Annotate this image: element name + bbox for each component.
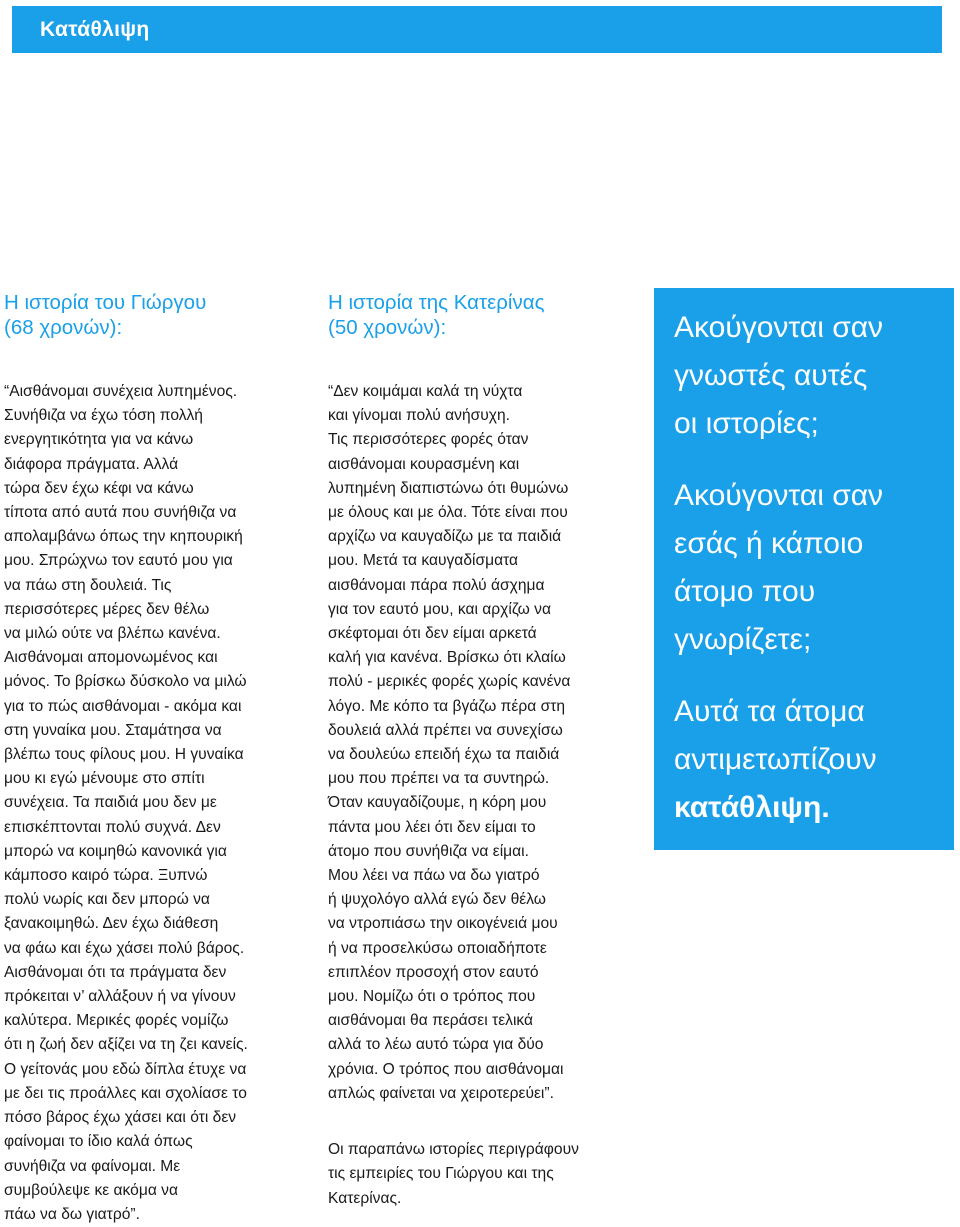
- body-line: μου. Μετά τα καυγαδίσματα: [328, 552, 519, 570]
- body-line: πόσο βάρος έχω χάσει και ότι δεν: [4, 1109, 237, 1127]
- body-line: πολύ - μερικές φορές χωρίς κανένα: [328, 673, 571, 691]
- body-line: με δει τις προάλλες και σχολίασε το: [4, 1084, 247, 1102]
- footnote-line: Κατερίνας.: [328, 1189, 402, 1207]
- body-line: περισσότερες μέρες δεν θέλω: [4, 600, 210, 618]
- story-body: [4, 380, 304, 1227]
- story-body: [328, 380, 638, 1106]
- heading-line: (50 χρονών):: [328, 316, 447, 339]
- body-line: να πάω στη δουλειά. Τις: [4, 576, 172, 594]
- body-line: λυπημένη διαπιστώνω ότι θυμώνω: [328, 479, 569, 497]
- banner-title: Κατάθλιψη: [40, 18, 150, 41]
- body-line: μου κι εγώ μένουμε στο σπίτι: [4, 770, 205, 788]
- body-line: μπορώ να κοιμηθώ κανονικά για: [4, 842, 227, 860]
- footnote-line: Οι παραπάνω ιστορίες περιγράφουν: [328, 1141, 579, 1159]
- question-line: άτομο που: [674, 575, 816, 608]
- body-line: και γίνομαι πολύ ανήσυχη.: [328, 407, 510, 425]
- body-line: Αισθάνομαι ότι τα πράγματα δεν: [4, 963, 227, 981]
- question-line: γνωρίζετε;: [674, 623, 812, 656]
- body-line: “Αισθάνομαι συνέχεια λυπημένος.: [4, 383, 238, 400]
- body-line: Τις περισσότερες φορές όταν: [328, 431, 529, 449]
- body-line: για το πώς αισθάνομαι - ακόμα και: [4, 697, 242, 715]
- body-line: λόγο. Με κόπο τα βγάζω πέρα στη: [328, 697, 566, 715]
- body-line: αισθάνομαι κουρασμένη και: [328, 455, 520, 473]
- body-line: χρόνια. Ο τρόπος που αισθάνομαι: [328, 1060, 564, 1078]
- body-line: στη γυναίκα μου. Σταμάτησα να: [4, 721, 222, 739]
- body-line: πάω να δω γιατρό”.: [4, 1205, 140, 1223]
- question-line: γνωστές αυτές: [674, 359, 868, 392]
- body-line: μου. Σπρώχνω τον εαυτό μου για: [4, 552, 233, 570]
- question-line: Ακούγονται σαν: [674, 311, 884, 344]
- statement-line: αντιμετωπίζουν: [674, 743, 877, 776]
- body-line: καλύτερα. Μερικές φορές νομίζω: [4, 1012, 229, 1030]
- body-line: συνήθιζα να φαίνομαι. Με: [4, 1157, 181, 1175]
- body-line: να φάω και έχω χάσει πολύ βάρος.: [4, 939, 245, 957]
- statement-bold: κατάθλιψη.: [674, 791, 830, 824]
- story-katerina: [328, 290, 638, 1211]
- body-line: ή ψυχολόγο αλλά εγώ δεν θέλω: [328, 891, 546, 909]
- body-line: άτομο που συνήθιζα να είμαι.: [328, 842, 529, 860]
- body-line: τίποτα από αυτά που συνήθιζα να: [4, 504, 237, 522]
- body-line: Όταν καυγαδίζουμε, η κόρη μου: [328, 794, 547, 812]
- heading-line: Η ιστορία του Γιώργου: [4, 291, 207, 314]
- sidebar-question-2: [674, 472, 946, 664]
- sidebar-statement: [674, 688, 946, 832]
- body-line: μόνος. Το βρίσκω δύσκολο να μιλώ: [4, 673, 247, 691]
- body-line: ότι η ζωή δεν αξίζει να τη ζει κανείς.: [4, 1036, 248, 1054]
- sidebar-text: [674, 304, 946, 856]
- body-line: πρόκειται ν’ αλλάξουν ή να γίνουν: [4, 988, 236, 1006]
- body-line: πάντα μου λέει ότι δεν είμαι το: [328, 818, 536, 836]
- body-line: αισθάνομαι θα περάσει τελικά: [328, 1012, 534, 1030]
- body-line: κάμποσο καιρό τώρα. Ξυπνώ: [4, 867, 208, 885]
- body-line: “Δεν κοιμάμαι καλά τη νύχτα: [328, 383, 523, 400]
- body-line: μου. Νομίζω ότι ο τρόπος που: [328, 988, 536, 1006]
- story-heading: [328, 290, 638, 340]
- body-line: να ντροπιάσω την οικογένειά μου: [328, 915, 558, 933]
- question-line: Ακούγονται σαν: [674, 479, 884, 512]
- body-line: φαίνομαι το ίδιο καλά όπως: [4, 1133, 193, 1151]
- body-line: για τον εαυτό μου, και αρχίζω να: [328, 600, 551, 618]
- body-line: Αισθάνομαι απομονωμένος και: [4, 649, 218, 667]
- body-line: συνέχεια. Τα παιδιά μου δεν με: [4, 794, 217, 812]
- body-line: Μου λέει να πάω να δω γιατρό: [328, 867, 540, 885]
- sidebar-callout: [654, 288, 954, 850]
- body-line: επιπλέον προσοχή στον εαυτό: [328, 963, 539, 981]
- body-line: τώρα δεν έχω κέφι να κάνω: [4, 479, 194, 497]
- story-heading: [4, 290, 304, 340]
- body-line: επισκέπτονται πολύ συχνά. Δεν: [4, 818, 221, 836]
- body-line: σκέφτομαι ότι δεν είμαι αρκετά: [328, 625, 537, 643]
- body-line: ή να προσελκύσω οποιαδήποτε: [328, 939, 547, 957]
- heading-line: (68 χρονών):: [4, 316, 123, 339]
- body-line: συμβούλεψε κε ακόμα να: [4, 1181, 178, 1199]
- question-line: εσάς ή κάποιο: [674, 527, 864, 560]
- body-line: αισθάνομαι πάρα πολύ άσχημα: [328, 576, 545, 594]
- body-line: Ο γείτονάς μου εδώ δίπλα έτυχε να: [4, 1060, 247, 1078]
- question-line: οι ιστορίες;: [674, 407, 819, 440]
- body-line: απολαμβάνω όπως την κηπουρική: [4, 528, 243, 546]
- stories-footnote: [328, 1138, 638, 1211]
- body-line: δουλειά αλλά πρέπει να συνεχίσω: [328, 721, 563, 739]
- body-line: να μιλώ ούτε να βλέπω κανένα.: [4, 625, 221, 643]
- body-line: αλλά το λέω αυτό τώρα για δύο: [328, 1036, 544, 1054]
- footnote-line: τις εμπειρίες του Γιώργου και της: [328, 1165, 554, 1183]
- sidebar-question-1: [674, 304, 946, 448]
- body-line: καλή για κανένα. Βρίσκω ότι κλαίω: [328, 649, 566, 667]
- body-line: απλώς φαίνεται να χειροτερεύει”.: [328, 1084, 554, 1102]
- body-line: μου που πρέπει να τα συντηρώ.: [328, 770, 550, 788]
- top-banner: [12, 6, 942, 53]
- body-line: να δουλεύω επειδή έχω τα παιδιά: [328, 746, 560, 764]
- body-line: Συνήθιζα να έχω τόση πολλή: [4, 407, 203, 425]
- body-line: βλέπω τους φίλους μου. Η γυναίκα: [4, 746, 244, 764]
- body-line: αρχίζω να καυγαδίζω με τα παιδιά: [328, 528, 562, 546]
- body-line: ξανακοιμηθώ. Δεν έχω διάθεση: [4, 915, 219, 933]
- body-line: διάφορα πράγματα. Αλλά: [4, 455, 179, 473]
- heading-line: Η ιστορία της Κατερίνας: [328, 291, 545, 314]
- body-line: ενεργητικότητα για να κάνω: [4, 431, 194, 449]
- statement-line: Αυτά τα άτομα: [674, 695, 865, 728]
- body-line: πολύ νωρίς και δεν μπορώ να: [4, 891, 210, 909]
- body-line: με όλους και με όλα. Τότε είναι που: [328, 504, 568, 522]
- story-giorgos: [4, 290, 304, 1227]
